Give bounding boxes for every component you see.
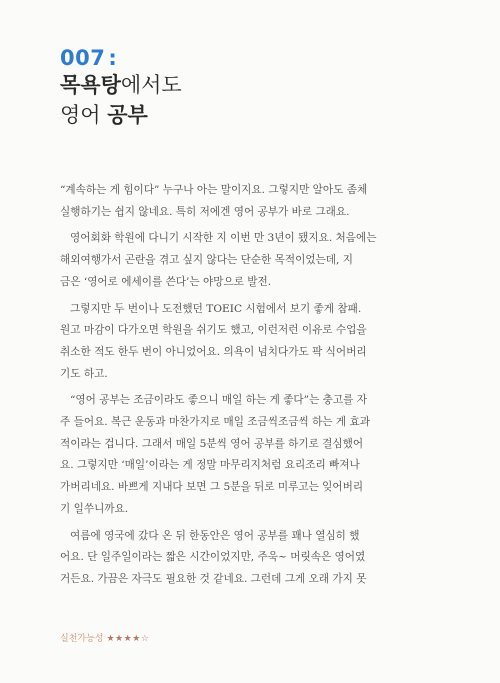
paragraph [60,299,445,386]
text-line: 어요. 단 일주일이라는 짧은 시간이었지만, 주욱~ 머릿속은 영어였 [60,551,366,564]
body-text [60,180,445,596]
chapter-number-colon: : [108,46,118,70]
chapter-title-line-2-plain: 영어 [60,103,108,127]
practicality-rating [60,631,149,644]
chapter-title-line-1-rest: 에서도 [120,73,182,97]
text-line: 원고 마감이 다가오면 학원을 쉬기도 했고, 이런저런 이유로 수업을 [60,324,367,337]
paragraph [60,180,445,223]
text-line: 주 들어요. 복근 운동과 마찬가지로 매일 조금씩조금씩 하는 게 효과 [60,416,370,429]
text-line: “영어 공부는 조금이라도 좋으니 매일 하는 게 좋다”는 충고를 자 [70,394,367,407]
text-line: 여름에 영국에 갔다 온 뒤 한동안은 영어 공부를 꽤나 열심히 했 [70,529,360,542]
text-line: 요. 그렇지만 ‘매일’이라는 게 정말 마무리지처럼 요리조리 빠져나 [60,459,360,472]
text-line: 취소한 적도 한두 번이 아니었어요. 의욕이 넘치다가도 팍 식어버리 [60,345,367,358]
text-line: 금은 ‘영어로 에세이를 쓴다’는 야망으로 발전. [60,275,272,288]
text-line: 기 일쑤니까요. [60,502,129,515]
text-line: 거든요. 가끔은 자극도 필요한 것 같네요. 그런데 그게 오래 가지 못 [60,572,367,585]
chapter-heading [60,46,182,130]
text-line: 영어회화 학원에 다니기 시작한 지 이번 만 3년이 됐지요. 처음에는 [70,232,377,245]
paragraph [60,228,445,293]
text-line: 실행하기는 쉽지 않네요. 특히 저에겐 영어 공부가 바로 그래요. [60,205,350,218]
text-line: 해외여행가서 곤란을 겪고 싶지 않다는 단순한 목적이었는데, 지 [60,254,354,267]
paragraph [60,526,445,591]
paragraph [60,390,445,520]
chapter-title-line-2 [60,100,182,130]
text-line: 그렇지만 두 번이나 도전했던 TOEIC 시험에서 보기 좋게 참패. [70,302,362,315]
star-rating-icon: ★★★★☆ [106,634,150,644]
chapter-title-line-1 [60,70,182,100]
chapter-number [60,46,182,70]
chapter-number-value: 007 [60,46,106,70]
text-line: “계속하는 게 힘이다” 누구나 아는 말이지요. 그렇지만 알아도 좀체 [60,184,368,196]
practicality-rating-label: 실천가능성 [60,634,104,644]
text-line: 기도 하고. [60,367,108,380]
chapter-title-line-1-bold: 목욕탕 [60,73,121,97]
text-line: 가버리네요. 바쁘게 지내다 보면 그 5분을 뒤로 미루고는 잊어버리 [60,481,364,494]
chapter-title-line-2-bold: 공부 [107,103,148,127]
text-line: 적이라는 겁니다. 그래서 매일 5분씩 영어 공부를 하기로 결심했어 [60,437,364,450]
